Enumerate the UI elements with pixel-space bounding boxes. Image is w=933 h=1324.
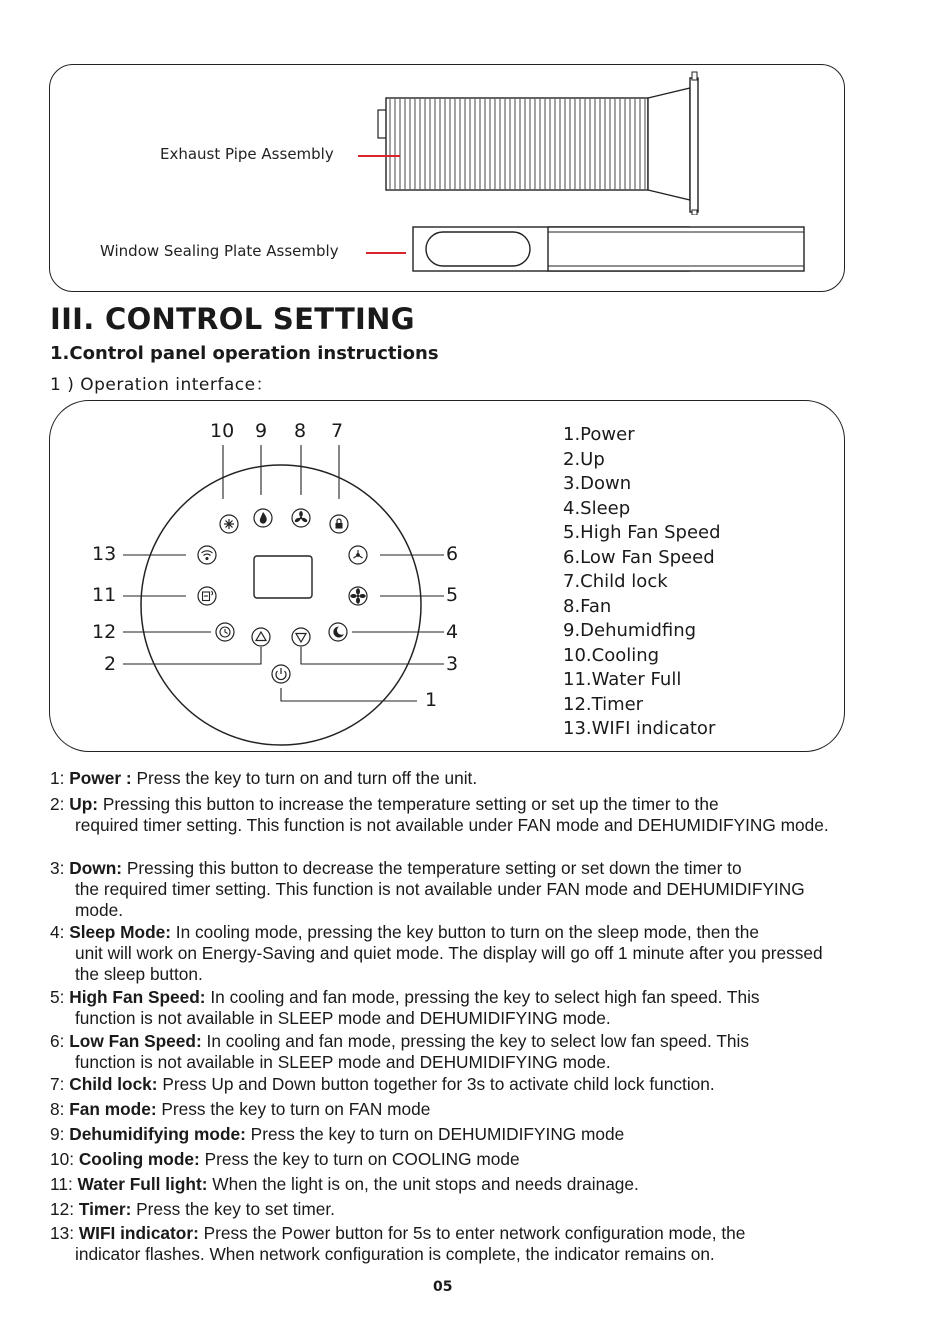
label-13: 13 — [92, 543, 117, 565]
desc-sleep: 4: Sleep Mode: In cooling mode, pressing the key button to turn on the sleep mode, then the unit will work on Energy-Saving and quiet mode. The display will go off 1 minute after you pressed the sleep button. — [50, 922, 823, 984]
desc-dehumidifying: 9: Dehumidifying mode: Press the key to turn on DEHUMIDIFYING mode — [50, 1124, 625, 1144]
water-full-indicator — [198, 587, 216, 605]
legend-item: 9.Dehumidfing — [563, 620, 697, 641]
legend-item: 6.Low Fan Speed — [563, 546, 715, 568]
legend-item: 12.Timer — [563, 693, 644, 715]
legend-item: 11.Water Full — [563, 669, 682, 690]
subsection-title: 1.Control panel operation instructions — [50, 343, 439, 364]
low-fan-speed-button[interactable] — [349, 546, 367, 564]
section-title: III. CONTROL SETTING — [50, 302, 415, 336]
legend-item: 4.Sleep — [563, 497, 631, 519]
dehumidifying-button[interactable] — [254, 509, 272, 527]
control-panel-diagram — [49, 400, 549, 752]
window-plate-leader-line — [366, 252, 406, 254]
wifi-indicator — [198, 546, 216, 564]
legend-item: 8.Fan — [563, 595, 612, 617]
label-2: 2 — [104, 653, 117, 675]
legend-item: 1.Power — [563, 424, 635, 445]
label-8: 8 — [294, 420, 307, 442]
desc-down: 3: Down: Pressing this button to decrease the temperature setting or set down the timer to the required timer setting. This function is not available under FAN mode and DEHUMIDIFYING mode. — [50, 858, 805, 920]
legend-item: 10.Cooling — [563, 644, 660, 666]
child-lock-button[interactable] — [330, 515, 348, 533]
desc-low-fan: 6: Low Fan Speed: In cooling and fan mode, pressing the key to select low fan speed. This function is not available in SLEEP mode and DEHUMIDIFYING mode. — [50, 1031, 749, 1072]
exhaust-pipe-leader-line — [358, 155, 400, 157]
legend-item: 3.Down — [563, 473, 632, 494]
up-button[interactable] — [252, 628, 270, 646]
cooling-button[interactable] — [220, 515, 238, 533]
legend-item: 5.High Fan Speed — [563, 522, 721, 543]
legend-item: 7.Child lock — [563, 571, 668, 592]
high-fan-speed-button[interactable] — [349, 587, 367, 605]
panel-legend — [563, 423, 721, 742]
label-1: 1 — [425, 689, 438, 711]
legend-item: 13.WIFI indicator — [563, 718, 716, 739]
fan-mode-button[interactable] — [292, 509, 310, 527]
desc-child-lock: 7: Child lock: Press Up and Down button together for 3s to activate child lock function. — [50, 1074, 715, 1094]
exhaust-pipe-illustration — [360, 70, 720, 215]
down-button[interactable] — [292, 628, 310, 646]
label-3: 3 — [446, 653, 459, 675]
label-12: 12 — [92, 621, 117, 643]
desc-power: 1: Power : Press the key to turn on and turn off the unit. — [50, 768, 478, 788]
sleep-button[interactable] — [329, 623, 347, 641]
label-4: 4 — [446, 621, 459, 643]
label-6: 6 — [446, 543, 459, 565]
label-5: 5 — [446, 584, 459, 606]
page-number: 05 — [433, 1279, 453, 1295]
desc-water-full: 11: Water Full light: When the light is on, the unit stops and needs drainage. — [50, 1174, 639, 1194]
legend-item: 2.Up — [563, 448, 605, 470]
desc-fan-mode: 8: Fan mode: Press the key to turn on FAN mode — [50, 1099, 431, 1119]
label-11: 11 — [92, 584, 117, 606]
desc-wifi: 13: WIFI indicator: Press the Power button for 5s to enter network configuration mode, the indicator flashes. When network configuration is complete, the indicator remains on. — [50, 1223, 746, 1264]
desc-high-fan: 5: High Fan Speed: In cooling and fan mode, pressing the key to select high fan speed. This function is not available in SLEEP mode and DEHUMIDIFYING mode. — [50, 987, 760, 1028]
power-button[interactable] — [272, 665, 290, 683]
exhaust-pipe-label: Exhaust Pipe Assembly — [160, 145, 334, 163]
label-9: 9 — [255, 420, 268, 442]
desc-timer: 12: Timer: Press the key to set timer. — [50, 1199, 335, 1219]
desc-up: 2: Up: Pressing this button to increase the temperature setting or set up the timer to the required timer setting. This function is not available under FAN mode and DEHUMIDIFYING mode. — [50, 794, 829, 835]
window-sealing-plate-illustration — [412, 224, 807, 274]
window-plate-label: Window Sealing Plate Assembly — [100, 242, 339, 260]
snowflake-icon — [224, 519, 234, 529]
label-10: 10 — [210, 420, 235, 442]
desc-cooling: 10: Cooling mode: Press the key to turn on COOLING mode — [50, 1149, 520, 1169]
timer-button[interactable] — [216, 623, 234, 641]
label-7: 7 — [331, 420, 344, 442]
sub-subsection-title: 1 ) Operation interface： — [50, 375, 274, 395]
